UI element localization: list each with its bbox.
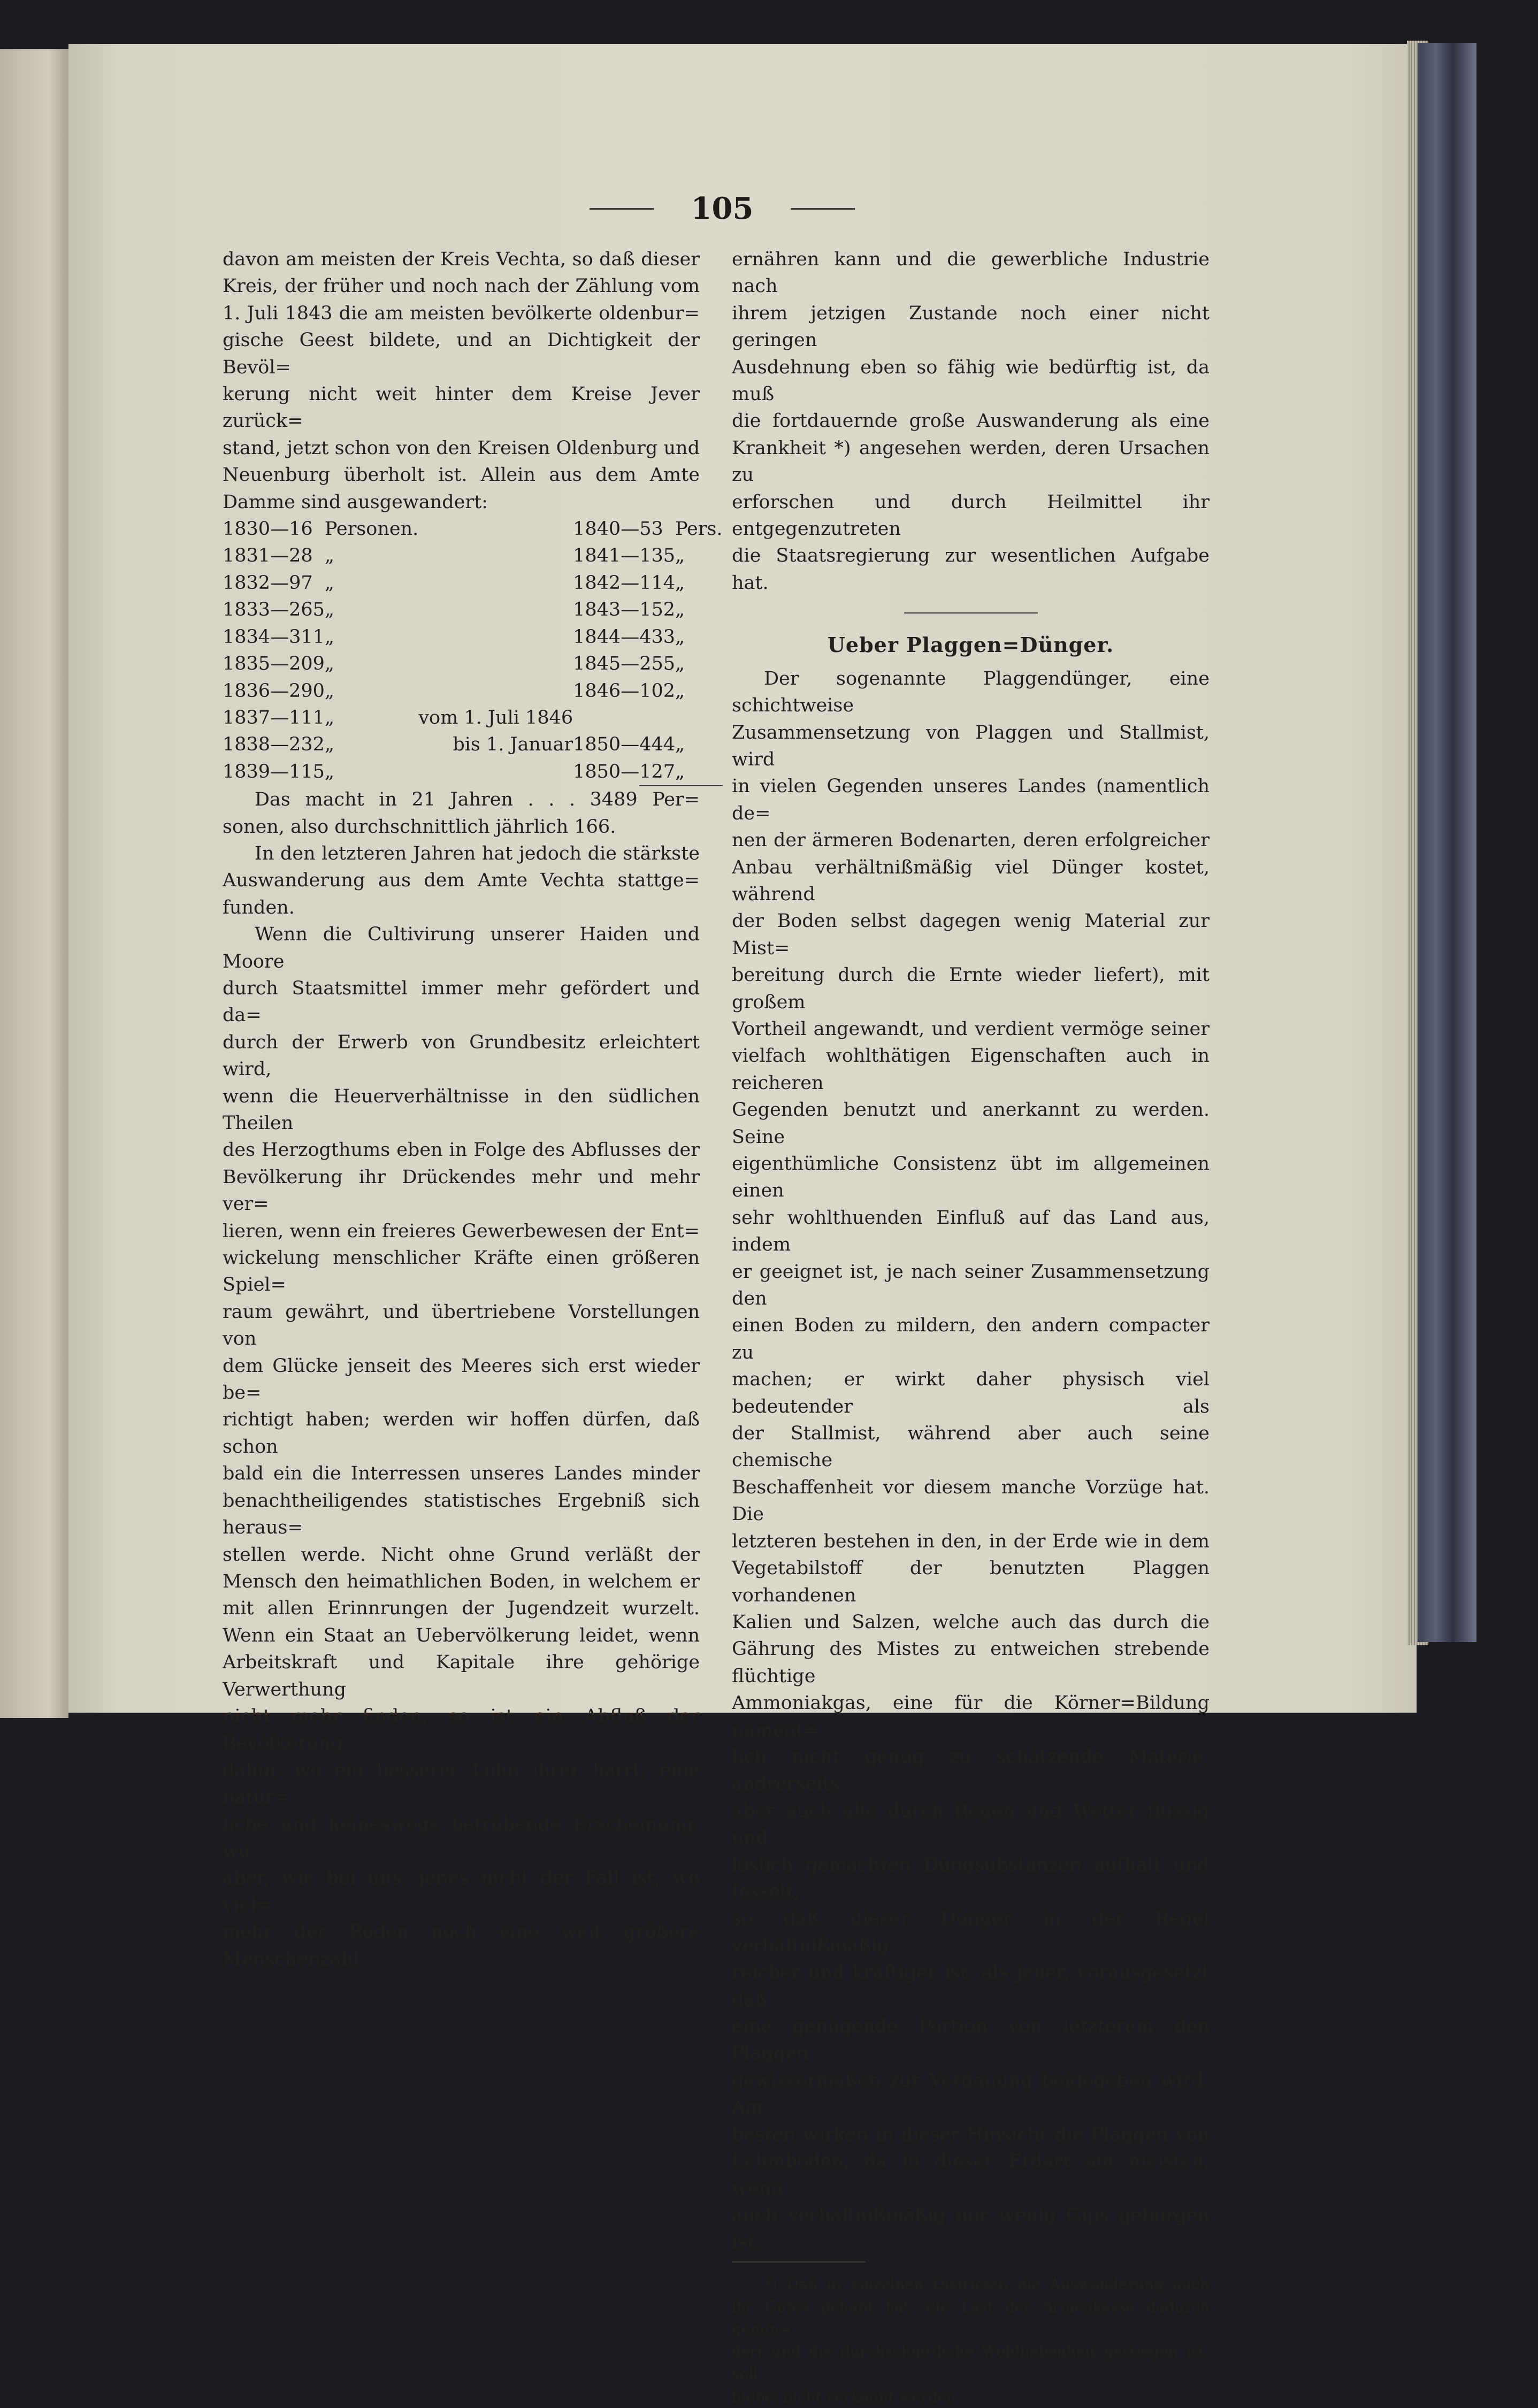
- unit-cell: „: [675, 680, 685, 702]
- dash-cell: —: [270, 653, 289, 675]
- text-line: die fortdauernde große Auswanderung als eine: [732, 410, 1210, 432]
- emigration-table: [223, 516, 723, 786]
- year-cell: 1845: [573, 653, 621, 675]
- text-line: Damme sind ausgewandert:: [223, 491, 488, 513]
- text-line: Wenn ein Staat an Uebervölkerung leidet, wenn: [223, 1624, 700, 1646]
- table-row: [223, 678, 723, 704]
- unit-cell: „: [675, 758, 723, 786]
- year-cell: 1846: [573, 680, 621, 702]
- text-line: Anbau verhältnißmäßig viel Dünger kostet, während: [732, 856, 1210, 905]
- text-line: Mensch den heimathlichen Boden, in welchem er: [223, 1570, 700, 1592]
- text-line: in vielen Gegenden unseres Landes (namentlich de=: [732, 776, 1210, 824]
- text-line: wenn die Heuerverhältnisse in den südlichen Theilen: [223, 1085, 700, 1134]
- text-line: sonen, also durchschnittlich jährlich 166.: [223, 816, 616, 838]
- text-line: des Herzogthums eben in Folge des Abflusses der: [223, 1139, 700, 1161]
- year-cell: 1836: [223, 680, 271, 702]
- text-line: liche und keineswegs betrübende Erscheinung; wo: [223, 1813, 700, 1862]
- text-line: richtigt haben; werden wir hoffen dürfen, daß schon: [223, 1409, 700, 1458]
- count-cell: 311: [289, 626, 325, 648]
- text-line: gewissermaßen zur Verdauung beigegeben wird. Am: [732, 2069, 1210, 2119]
- note-cell: vom 1. Juli 1846: [418, 707, 573, 728]
- table-row: [223, 731, 723, 758]
- unit-cell: „: [324, 653, 335, 675]
- text-line: der Boden selbst dagegen wenig Material zur Mist=: [732, 910, 1210, 959]
- count-cell: 232: [289, 734, 325, 756]
- text-line: ihrem jetzigen Zustande noch einer nicht geringen: [732, 302, 1210, 351]
- continuation-paragraph: [732, 246, 1210, 596]
- unit-cell: „: [324, 680, 335, 702]
- count-cell: [639, 704, 675, 731]
- text-line: davon am meisten der Kreis Vechta, so daß dieser: [223, 249, 700, 270]
- text-line: stand, jetzt schon von den Kreisen Oldenburg und: [223, 437, 700, 459]
- unit-cell: „: [324, 545, 335, 567]
- dash-cell: —: [270, 707, 289, 728]
- text-line: Arbeitskraft und Kapitale ihre gehörige Verwerthung: [223, 1652, 700, 1700]
- unit-cell: „: [324, 707, 335, 728]
- count-cell: 209: [289, 653, 325, 675]
- text-line: Kalien und Salzen, welche auch das durch die: [732, 1611, 1210, 1633]
- count-cell: 111: [289, 707, 325, 728]
- year-cell: 1831: [223, 545, 271, 567]
- text-line: Wenn die Cultivirung unserer Haiden und Moore: [223, 924, 700, 972]
- dash-cell: —: [270, 572, 289, 594]
- text-line: Beschaffenheit vor diesem manche Vorzüge hat. Die: [732, 1476, 1210, 1525]
- dash-cell: —: [621, 680, 640, 702]
- text-line: Der sogenannte Plaggendünger, eine schichtweise: [732, 668, 1210, 717]
- text-line: so daß dieser Dünger in der Regel verhältnißmäßig: [732, 1908, 1210, 1957]
- footnote: [732, 2273, 1210, 2408]
- text-line: auch verhältnißmäßig nur wenig Gips geborgen ist,: [732, 2204, 1210, 2253]
- text-line: Vegetabilstoff der benutzten Plaggen vorhandenen: [732, 1558, 1210, 1606]
- text-line: Das macht in 21 Jahren . . . 3489 Per=: [255, 789, 700, 811]
- text-line: aber, wie bei uns, jenes nicht der Fall ist, wo viel=: [223, 1867, 700, 1916]
- text-line: machen; er wirkt daher physisch viel bedeutender als: [732, 1369, 1210, 1417]
- dash-cell: —: [621, 572, 640, 594]
- text-line: lieren, wenn ein freieres Gewerbewesen der Ent=: [223, 1220, 700, 1242]
- dash-cell: —: [270, 761, 289, 783]
- text-line: Vortheil angewandt, und verdient vermöge seiner: [732, 1018, 1210, 1040]
- cultivation-paragraph: [223, 921, 700, 1973]
- section-divider: [904, 612, 1038, 613]
- text-line: dem Glücke jenseit des Meeres sich erst wieder be=: [223, 1355, 700, 1404]
- text-line: erforschen und durch Heilmittel ihr entgegenzutreten: [732, 491, 1210, 540]
- dash-cell: —: [621, 518, 640, 540]
- unit-cell: [675, 704, 723, 731]
- table-row: [223, 758, 723, 786]
- year-cell: 1850: [573, 761, 621, 783]
- text-line: der Stallmist, während aber auch seine chemische: [732, 1423, 1210, 1471]
- text-line: Gährung des Mistes zu entweichen strebende flüchtige: [732, 1638, 1210, 1687]
- dash-cell: —: [270, 599, 289, 621]
- dash-cell: —: [621, 734, 640, 756]
- text-line: die Staatsregierung zur wesentlichen Aufgabe hat.: [732, 545, 1210, 594]
- count-cell: 135: [639, 545, 676, 567]
- text-line: lich nicht genug zu schätzende Materie, andrerseits: [732, 1746, 1210, 1795]
- text-line: Gegenden benutzt und anerkannt zu werden. Seine: [732, 1099, 1210, 1148]
- text-line: wickelung menschlicher Kräfte einen größeren Spiel=: [223, 1247, 700, 1296]
- text-line: Ammoniakgas, eine für die Körner=Bildung nament=: [732, 1692, 1210, 1741]
- text-line: dahin, wo ein besserer Lohn ihrer harrt, eine natür=: [223, 1759, 700, 1808]
- count-cell: 290: [289, 680, 325, 702]
- unit-cell: „: [675, 545, 685, 567]
- note-cell: [418, 678, 573, 704]
- text-line: benachtheiligendes statistisches Ergebniß sich heraus=: [223, 1490, 700, 1539]
- dash-cell: —: [621, 761, 640, 783]
- footnote-rule: [732, 2261, 866, 2263]
- text-line: Kreis, der früher und noch nach der Zählung vom: [223, 275, 700, 297]
- text-line: 1. Juli 1843 die am meisten bevölkerte oldenbur=: [223, 302, 700, 324]
- dash-cell: —: [270, 545, 289, 567]
- text-line: reicher und kräftiger ist, als jener, vorausgesetzt daß: [732, 1962, 1210, 2011]
- text-line: sehr wohlthuenden Einfluß auf das Land aus, indem: [732, 1207, 1210, 1256]
- unit-cell: „: [675, 626, 685, 648]
- unit-cell: „: [675, 653, 685, 675]
- text-line: aber auch alle durch Regen und Wetter flüssig und: [732, 1800, 1210, 1849]
- text-line: *) Daß in einzelnen Districten die Auswanderung auch: [764, 2275, 1210, 2293]
- count-cell: 152: [639, 599, 676, 621]
- note-cell: [418, 596, 573, 623]
- dash-cell: —: [621, 653, 640, 675]
- left-column: [223, 246, 723, 1973]
- dash-cell: —: [621, 626, 640, 648]
- text-line: er geeignet ist, je nach seiner Zusammensetzung den: [732, 1261, 1210, 1310]
- count-cell: 115: [289, 761, 325, 783]
- count-cell: 16: [289, 518, 313, 540]
- text-line: durch Staatsmittel immer mehr gefördert und da=: [223, 977, 700, 1026]
- text-line: ihr Gutes gehabt hat, die Last der Armenkasse dadurch gemin=: [732, 2297, 1210, 2338]
- dash-cell: [621, 704, 639, 731]
- note-cell: bis 1. Januar: [453, 734, 573, 756]
- year-cell: 1832: [223, 572, 271, 594]
- text-line: Bevölkerung ihr Drückendes mehr und mehr ver=: [223, 1166, 700, 1215]
- dash-cell: —: [270, 680, 289, 702]
- table-row: [223, 650, 723, 677]
- unit-cell: „: [324, 626, 335, 648]
- count-cell: 102: [639, 680, 676, 702]
- text-line: Ausdehnung eben so fähig wie bedürftig ist, da muß: [732, 356, 1210, 405]
- table-row: [223, 516, 723, 542]
- text-line: letzteren bestehen in den, in der Erde wie in dem: [732, 1530, 1210, 1552]
- text-line: ernähren kann und die gewerbliche Industrie nach: [732, 249, 1210, 297]
- sum-paragraph: [223, 786, 700, 840]
- year-cell: 1841: [573, 545, 621, 567]
- text-line: dert und die durchschnittliche Wohlhabenheit gestiegen ist, soll: [732, 2342, 1210, 2383]
- dash-cell: —: [621, 599, 640, 621]
- year-cell: 1835: [223, 653, 271, 675]
- note-cell: [418, 570, 573, 596]
- text-line: bereitung durch die Ernte wieder liefert), mit großem: [732, 964, 1210, 1013]
- unit-cell: „: [324, 572, 335, 594]
- text-line: Zusammensetzung von Plaggen und Stallmist, wird: [732, 722, 1210, 770]
- unit-cell: Personen.: [324, 518, 419, 540]
- table-row: [223, 596, 723, 623]
- table-row: [223, 542, 723, 569]
- text-line: hiebei nicht verkannt werden.: [732, 2387, 961, 2405]
- note-cell: [418, 758, 573, 786]
- unit-cell: „: [675, 599, 685, 621]
- text-line: Krankheit *) angesehen werden, deren Ursachen zu: [732, 437, 1210, 486]
- vechta-paragraph: [223, 840, 700, 921]
- page-number: 105: [691, 191, 754, 226]
- unit-cell: Pers.: [675, 518, 723, 540]
- year-cell: [573, 704, 621, 731]
- text-line: eine genügende Portion von letzterem den Plaggen: [732, 2016, 1210, 2065]
- table-row: [223, 704, 723, 731]
- dash-cell: —: [621, 545, 640, 567]
- header-rule-right: [791, 208, 855, 210]
- plaggen-paragraph: [732, 665, 1210, 2256]
- text-line: kerung nicht weit hinter dem Kreise Jever zurück=: [223, 384, 700, 432]
- note-cell: [418, 542, 573, 569]
- text-line: funden.: [223, 896, 295, 918]
- year-cell: 1843: [573, 599, 621, 621]
- year-cell: 1839: [223, 761, 271, 783]
- count-cell: 97: [289, 572, 313, 594]
- unit-cell: „: [324, 761, 335, 783]
- dash-cell: —: [270, 734, 289, 756]
- count-cell: 53: [639, 518, 663, 540]
- header-rule-left: [590, 208, 654, 210]
- facing-page-edge: [0, 49, 68, 1718]
- intro-paragraph: [223, 246, 700, 516]
- text-line: In den letzteren Jahren hat jedoch die stärkste: [255, 842, 700, 864]
- count-cell: 444: [639, 734, 676, 756]
- year-cell: 1842: [573, 572, 621, 594]
- right-column: [732, 246, 1210, 2408]
- text-line: nen der ärmeren Bodenarten, deren erfolgreicher: [732, 830, 1210, 852]
- text-line: vielfach wohlthätigen Eigenschaften auch in reicheren: [732, 1045, 1210, 1094]
- text-line: mit allen Erinnrungen der Jugendzeit wurzelt.: [223, 1598, 700, 1620]
- note-cell: [418, 650, 573, 677]
- text-line: einen Boden zu mildern, den andern compacter zu: [732, 1315, 1210, 1363]
- text-line: löslich gemachten Düngsubstanzen aufhält und fesselt,: [732, 1854, 1210, 1903]
- year-cell: 1850: [573, 734, 621, 756]
- unit-cell: „: [675, 734, 685, 756]
- unit-cell: „: [324, 734, 335, 756]
- text-line: mehr der Boden noch eine weit größere Menschenzahl: [223, 1921, 700, 1970]
- text-line: gische Geest bildete, und an Dichtigkeit der Bevöl=: [223, 329, 700, 378]
- unit-cell: „: [675, 572, 685, 594]
- text-line: besten wirken in dieser Hinsicht die Plaggen von: [732, 2123, 1210, 2145]
- count-cell: 114: [639, 572, 676, 594]
- text-line: raum gewährt, und übertriebene Vorstellungen von: [223, 1301, 700, 1350]
- dash-cell: —: [270, 626, 289, 648]
- year-cell: 1844: [573, 626, 621, 648]
- year-cell: 1837: [223, 707, 271, 728]
- section-title: Ueber Plaggen=Dünger.: [827, 633, 1114, 657]
- table-row: [223, 570, 723, 596]
- text-line: stellen werde. Nicht ohne Grund verläßt der: [223, 1544, 700, 1566]
- text-line: durch der Erwerb von Grundbesitz erleichtert wird,: [223, 1031, 700, 1080]
- note-cell: [418, 516, 573, 542]
- table-row: [223, 624, 723, 650]
- count-cell: 255: [639, 653, 676, 675]
- year-cell: 1834: [223, 626, 271, 648]
- count-cell: 127: [639, 758, 675, 786]
- count-cell: 433: [639, 626, 676, 648]
- text-line: bald ein die Interressen unseres Landes minder: [223, 1463, 700, 1485]
- text-line: eigenthümliche Consistenz übt im allgemeinen einen: [732, 1153, 1210, 1202]
- text-line: Neuenburg überholt ist. Allein aus dem Amte: [223, 464, 700, 486]
- text-line: Auswanderung aus dem Amte Vechta stattge=: [223, 870, 700, 892]
- count-cell: 265: [289, 599, 325, 621]
- text-line: Lehmboden, da in dieser Erdart am meisten, wenn: [732, 2151, 1210, 2199]
- count-cell: 28: [289, 545, 313, 567]
- note-cell: [418, 624, 573, 650]
- year-cell: 1833: [223, 599, 271, 621]
- year-cell: 1830: [223, 518, 271, 540]
- book-cover-edge: [1418, 43, 1476, 1642]
- dash-cell: —: [270, 518, 289, 540]
- text-line: nicht mehr finden, so ist ein Abfluß der Bevölkerung: [223, 1705, 700, 1754]
- page-header: [567, 187, 877, 230]
- unit-cell: „: [324, 599, 335, 621]
- year-cell: 1838: [223, 734, 271, 756]
- year-cell: 1840: [573, 518, 621, 540]
